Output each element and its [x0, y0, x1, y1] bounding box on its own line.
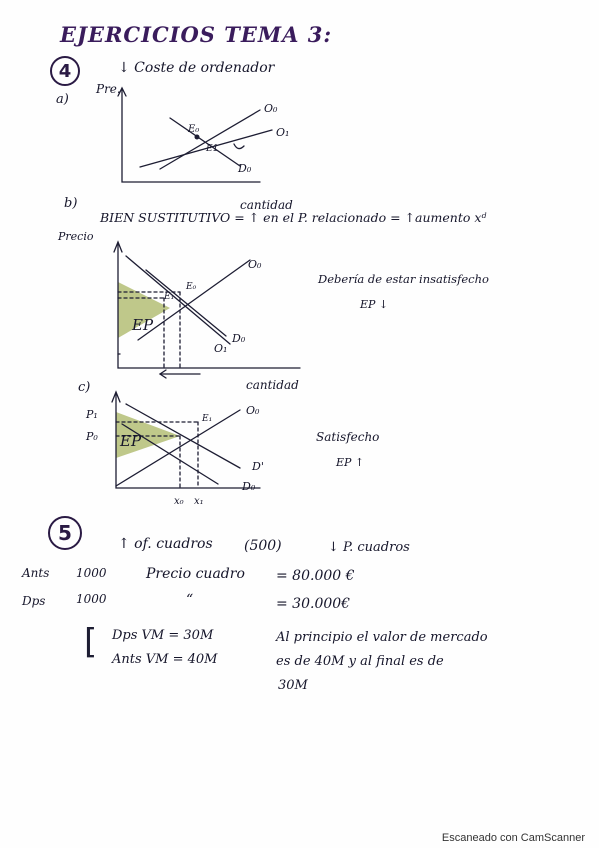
ex4-b-note-2: EP ↓: [360, 298, 389, 311]
graph-c-p0: P₀: [86, 430, 98, 443]
graph-c-o0: O₀: [246, 404, 260, 417]
ex5-row-1-qty: 1000: [76, 566, 107, 580]
graph-b-o0: O₀: [248, 258, 262, 271]
page-title: EJERCICIOS TEMA 3:: [60, 22, 333, 47]
graph-b-y-axis-label: Precio: [58, 230, 94, 243]
ex4-b-label: b): [64, 196, 78, 211]
ex5-conclusion-3: 30M: [278, 678, 308, 693]
exercise-4-number: 4: [50, 56, 80, 86]
ex5-row-1-desc: Precio cuadro: [146, 566, 245, 582]
ex5-bracket: [: [84, 622, 98, 662]
ex4-c-note-1: Satisfecho: [316, 430, 380, 444]
graph-c-e1: E₁: [202, 414, 213, 424]
graph-b-e1: E₁: [164, 292, 175, 302]
graph-a: [100, 82, 300, 202]
ex5-heading-left: ↑ of. cuadros: [118, 536, 213, 552]
ex4-c-label: c): [78, 380, 91, 395]
graph-c-d1: D': [252, 460, 264, 473]
graph-b-e0: E₀: [186, 282, 197, 292]
graph-b-area-label: EP: [132, 316, 154, 334]
graph-b: [100, 236, 320, 386]
ex4-heading: ↓ Coste de ordenador: [118, 60, 275, 76]
graph-a-e0: E₀: [188, 124, 200, 135]
graph-a-e1: E1: [206, 144, 219, 154]
ex5-vm-ants: Ants VM = 40M: [112, 652, 218, 667]
graph-a-supply-o0: [160, 110, 260, 169]
graph-c-x1: x₁: [194, 496, 204, 507]
graph-c-x0: x₀: [174, 496, 184, 507]
ex5-heading-right: ↓ P. cuadros: [328, 540, 410, 555]
ex5-conclusion-1: Al principio el valor de mercado: [276, 630, 488, 645]
graph-b-supply-o0: [138, 260, 250, 340]
ex4-b-note-1: Debería de estar insatisfecho: [318, 272, 489, 286]
graph-a-d0: D₀: [238, 162, 252, 175]
scanner-watermark: Escaneado con CamScanner: [441, 832, 585, 844]
ex5-row-2-desc: “: [186, 592, 194, 608]
ex5-vm-dps: Dps VM = 30M: [112, 628, 214, 643]
ex4-c-note-2: EP ↑: [336, 456, 365, 469]
ex5-conclusion-2: es de 40M y al final es de: [276, 654, 444, 669]
graph-b-x-axis-label: cantidad: [246, 378, 299, 392]
ex5-row-2-qty: 1000: [76, 592, 107, 606]
exercise-5-number: 5: [48, 516, 82, 550]
graph-c: [100, 388, 300, 528]
ex5-row-1-label: Ants: [22, 566, 50, 580]
graph-a-o0: O₀: [264, 102, 278, 115]
graph-b-o1: O₁: [214, 342, 228, 355]
graph-c-p1: P₁: [86, 408, 98, 421]
ex5-row-2-label: Dps: [22, 594, 46, 608]
ex5-heading-mid: (500): [244, 538, 282, 554]
graph-a-y-axis-label: Pre.: [96, 82, 121, 96]
ex5-row-2-value: = 30.000€: [276, 596, 351, 612]
graph-a-e0-point: [195, 135, 200, 140]
graph-b-d0: D₀: [232, 332, 246, 345]
graph-c-area-label: EP: [120, 432, 142, 450]
ex5-row-1-value: = 80.000 €: [276, 568, 355, 584]
ex4-b-statement: BIEN SUSTITUTIVO = ↑ en el P. relacionado = ↑aumento xᵈ: [100, 210, 487, 225]
graph-a-x-axis-label: cantidad: [240, 198, 293, 212]
ex4-a-label: a): [56, 92, 69, 107]
graph-c-d0: D₀: [242, 480, 256, 493]
graph-a-o1: O₁: [276, 126, 290, 139]
